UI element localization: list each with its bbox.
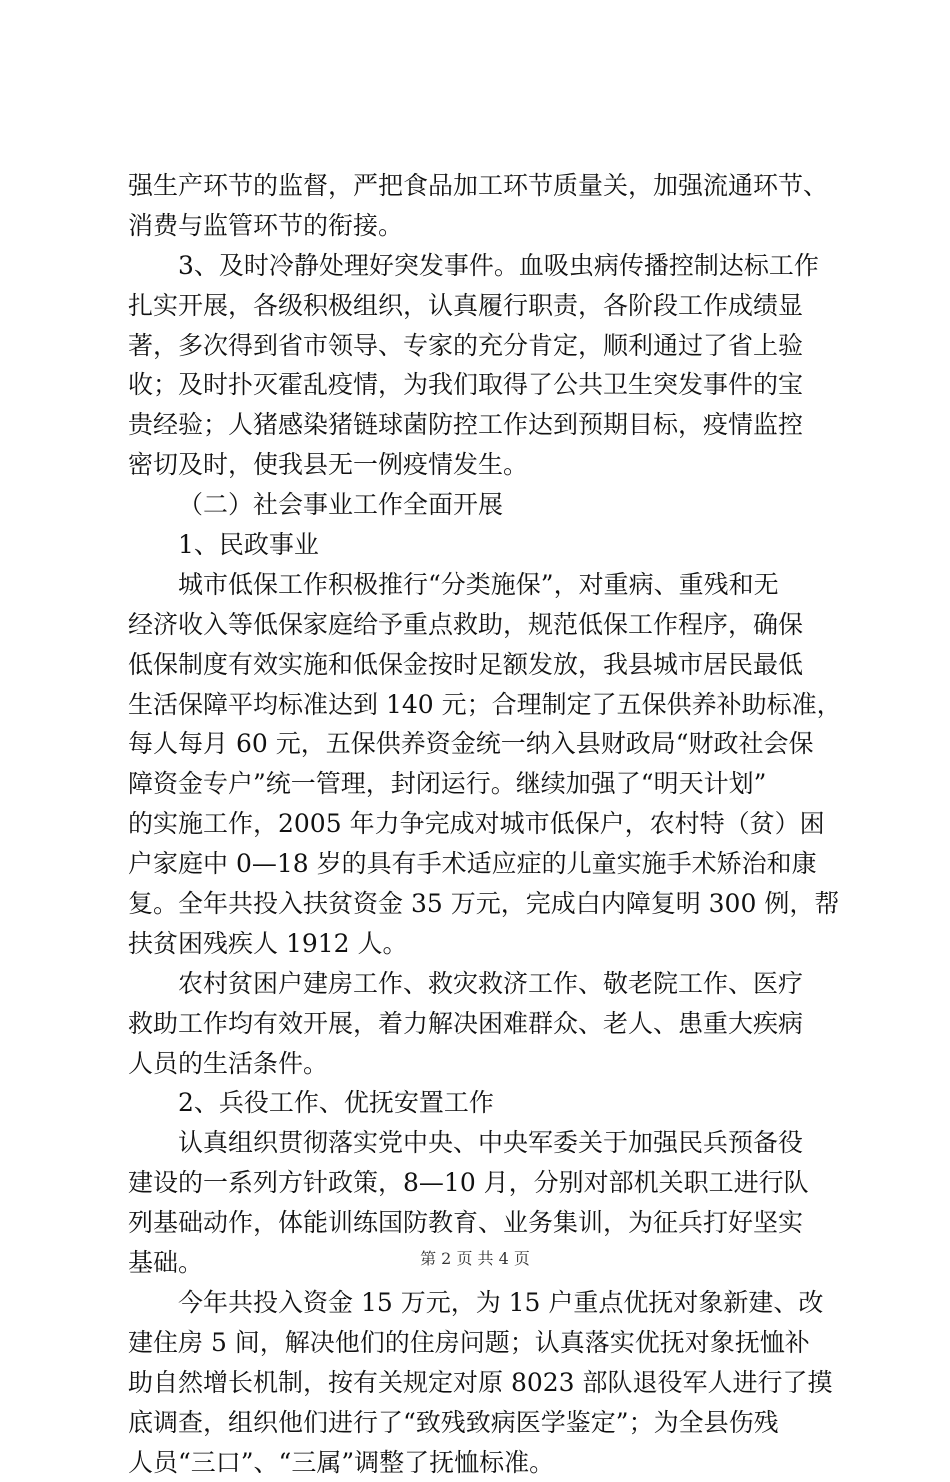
text-line: 复。全年共投入扶贫资金 35 万元，完成白内障复明 300 例，帮 — [128, 884, 828, 924]
text-line: 城市低保工作积极推行“分类施保”，对重病、重残和无 — [128, 565, 828, 605]
text-line: 著，多次得到省市领导、专家的充分肯定，顺利通过了省上验 — [128, 326, 828, 366]
text-line: 人员的生活条件。 — [128, 1044, 828, 1084]
text-line: 扎实开展，各级积极组织，认真履行职责，各阶段工作成绩显 — [128, 286, 828, 326]
text-line: 3、及时冷静处理好突发事件。血吸虫病传播控制达标工作 — [128, 246, 828, 286]
text-line: 建住房 5 间，解决他们的住房问题；认真落实优抚对象抚恤补 — [128, 1323, 828, 1363]
text-line: 收；及时扑灭霍乱疫情，为我们取得了公共卫生突发事件的宝 — [128, 365, 828, 405]
text-line: 救助工作均有效开展，着力解决困难群众、老人、患重大疾病 — [128, 1004, 828, 1044]
text-line: 认真组织贯彻落实党中央、中央军委关于加强民兵预备役 — [128, 1123, 828, 1163]
text-line: 助自然增长机制，按有关规定对原 8023 部队退役军人进行了摸 — [128, 1363, 828, 1403]
text-line: 贵经验；人猪感染猪链球菌防控工作达到预期目标，疫情监控 — [128, 405, 828, 445]
page-footer: 第 2 页 共 4 页 — [0, 1246, 950, 1269]
text-line: 列基础动作，体能训练国防教育、业务集训，为征兵打好坚实 — [128, 1203, 828, 1243]
text-line: 基础。 — [128, 1243, 828, 1283]
text-line: 障资金专户”统一管理，封闭运行。继续加强了“明天计划” — [128, 764, 828, 804]
text-line: 户家庭中 0—18 岁的具有手术适应症的儿童实施手术矫治和康 — [128, 844, 828, 884]
text-line: 经济收入等低保家庭给予重点救助，规范低保工作程序，确保 — [128, 605, 828, 645]
text-line: （二）社会事业工作全面开展 — [128, 485, 828, 525]
text-line: 2、兵役工作、优抚安置工作 — [128, 1083, 828, 1123]
text-line: 1、民政事业 — [128, 525, 828, 565]
text-line: 底调查，组织他们进行了“致残致病医学鉴定”；为全县伤残 — [128, 1403, 828, 1443]
text-line: 低保制度有效实施和低保金按时足额发放，我县城市居民最低 — [128, 645, 828, 685]
document-body — [128, 166, 828, 1482]
text-line: 的实施工作，2005 年力争完成对城市低保户，农村特（贫）困 — [128, 804, 828, 844]
text-line: 每人每月 60 元，五保供养资金统一纳入县财政局“财政社会保 — [128, 724, 828, 764]
text-line: 人员“三口”、“三属”调整了抚恤标准。 — [128, 1443, 828, 1482]
text-line: 建设的一系列方针政策，8—10 月，分别对部机关职工进行队 — [128, 1163, 828, 1203]
text-line: 农村贫困户建房工作、救灾救济工作、敬老院工作、医疗 — [128, 964, 828, 1004]
text-line: 密切及时，使我县无一例疫情发生。 — [128, 445, 828, 485]
text-line: 强生产环节的监督，严把食品加工环节质量关，加强流通环节、 — [128, 166, 828, 206]
text-line: 生活保障平均标准达到 140 元；合理制定了五保供养补助标准， — [128, 685, 828, 725]
text-line: 今年共投入资金 15 万元，为 15 户重点优抚对象新建、改 — [128, 1283, 828, 1323]
text-line: 扶贫困残疾人 1912 人。 — [128, 924, 828, 964]
text-line: 消费与监管环节的衔接。 — [128, 206, 828, 246]
